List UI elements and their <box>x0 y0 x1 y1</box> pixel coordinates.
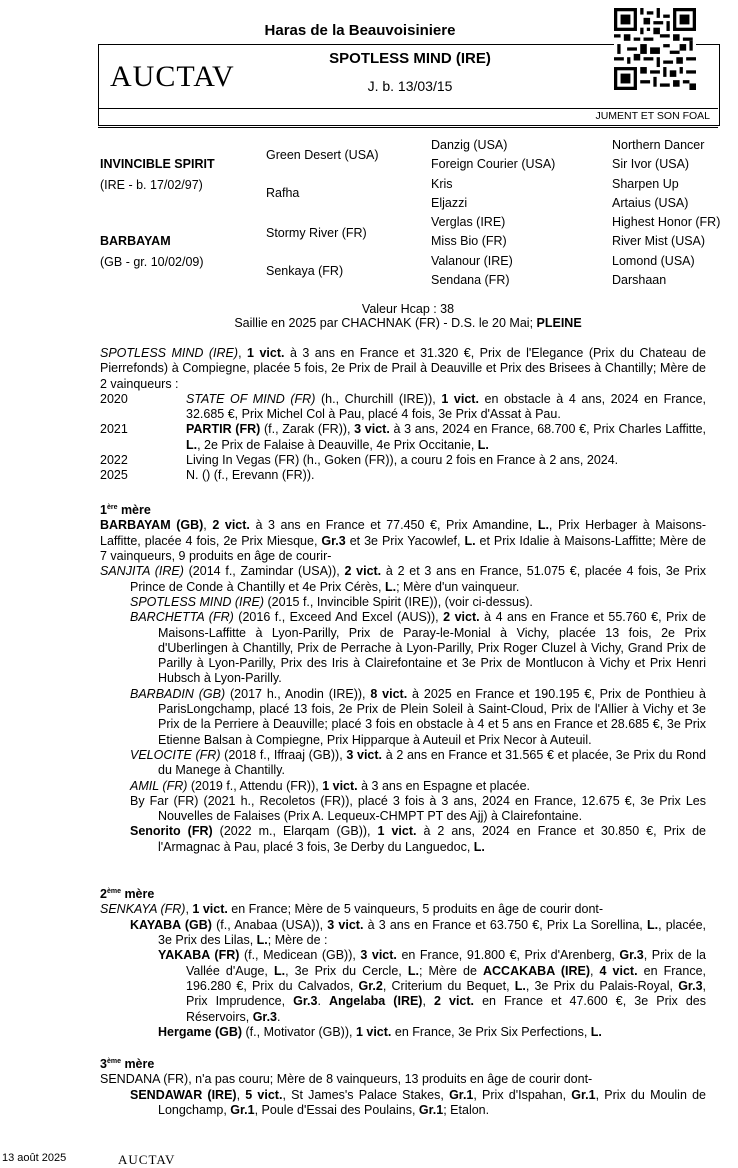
group: Gr.3 <box>619 948 644 963</box>
stud-name: Haras de la Beauvoisiniere <box>264 22 456 39</box>
produce-record <box>100 779 706 794</box>
produce-year: 2025 <box>100 468 128 483</box>
text: (f., Anabaa (USA)), <box>211 917 328 932</box>
text: , St James's Palace Stakes, <box>282 1087 450 1102</box>
text: (2015 f., Invincible Spirit (IRE)), (voir ci-dessus). <box>264 594 533 609</box>
ped-gen3: Foreign Courier (USA) <box>431 157 556 171</box>
text: à 3 ans en France et 77.450 €, Prix Amandine, <box>249 518 538 533</box>
text: à 2 ans, 2024 en France et 30.850 €, Prix de l'Armagnac à Pau, placé 3 fois, 3e Derby du Languedoc, <box>158 824 706 854</box>
text: 3 <box>100 1057 107 1072</box>
victories: 1 vict. <box>441 391 479 406</box>
produce-item <box>100 422 706 453</box>
horse-ref: SPOTLESS MIND (IRE) <box>100 346 239 360</box>
text: ; Mère de : <box>267 933 328 948</box>
listed: L. <box>385 579 397 594</box>
text: mère <box>120 887 155 902</box>
text: (f., Motivator (GB)), <box>242 1024 356 1039</box>
produce-record <box>100 748 706 779</box>
victories: 1 vict. <box>192 902 228 917</box>
text: et Prix Idalie à Maisons-Laffitte; Mère de 7 vainqueurs, 9 produits en âge de courir- <box>100 533 706 564</box>
group: Gr.3 <box>252 1009 278 1024</box>
section-heading <box>100 500 706 518</box>
produce-item <box>100 453 706 468</box>
produce-name: BARCHETTA (FR) <box>130 610 234 625</box>
produce-name: AMIL (FR) <box>130 778 188 793</box>
victories: 4 vict. <box>599 963 638 978</box>
saillie-text: Saillie en 2025 par CHACHNAK (FR) - D.S. le 20 Mai; <box>234 316 537 330</box>
listed: L. <box>256 933 268 948</box>
ped-gen4: Darshaan <box>612 273 667 287</box>
listed: L. <box>590 1024 602 1039</box>
auctav-logo: AUCTAV <box>110 60 235 93</box>
produce-name: Senorito (FR) <box>130 824 213 839</box>
ped-gen3: Verglas (IRE) <box>431 215 506 229</box>
produce-record <box>100 1088 706 1119</box>
text: , <box>236 1087 246 1102</box>
produce-body: Living In Vegas (FR) (h., Goken (FR)), a couru 2 fois en France à 2 ans, 2024. <box>186 453 619 468</box>
listed: L. <box>537 518 549 533</box>
valeur-hcap: Valeur Hcap : 38 <box>361 302 455 316</box>
victories: 2 vict. <box>443 610 480 625</box>
text: et 3e Prix Yacowlef, <box>345 533 465 548</box>
ped-gen3: Valanour (IRE) <box>431 254 513 268</box>
group: Gr.3 <box>321 533 346 548</box>
victories: 2 vict. <box>212 518 250 533</box>
text: , Prix de la Vallée d'Auge, <box>186 948 707 978</box>
victories: 2 vict. <box>344 564 382 579</box>
text: mère <box>117 503 151 518</box>
group: Gr.3 <box>293 994 318 1009</box>
produce-name: YAKABA (FR) <box>158 948 240 963</box>
victories: 8 vict. <box>370 686 408 701</box>
text: ; Mère d'un vainqueur. <box>396 579 520 594</box>
text: , 3e Prix du Cercle, <box>285 963 408 978</box>
text: à 4 ans en France et 55.760 €, Prix de Maisons-Laffitte à Lyon-Parilly, Prix de Paray-le-Monial à Vichy, placée 13 fois, 2e Prix d'Uberlingen à Chantilly, Prix de Perrache à Lyon-Parilly, Prix Roger Cluzel à Vichy, Grand Prix de Parilly à Lyon-Parilly, Prix des Iris à Clairefontaine et 3e Prix de Montlucon à Vichy et Prix Henri Hubsch à Lyon-Parilly. <box>158 610 706 686</box>
text: mère <box>120 1057 155 1072</box>
produce-name: SPOTLESS MIND (IRE) <box>130 594 265 609</box>
text: à 3 ans en France et 63.750 €, Prix La Sorellina, <box>363 917 647 932</box>
dam-record <box>100 518 706 564</box>
text: en France, 91.800 €, Prix d'Arenberg, <box>396 948 620 963</box>
horse-name: SPOTLESS MIND (IRE) <box>329 50 491 67</box>
horse-info: J. b. 13/03/15 <box>367 78 453 94</box>
text: en France, 196.280 €, Prix du Calvados, <box>186 963 706 993</box>
produce-record <box>100 918 706 949</box>
ped-gen4: Highest Honor (FR) <box>612 215 721 229</box>
section-heading <box>100 1054 706 1072</box>
produce-record <box>100 610 706 686</box>
text: (2019 f., Attendu (FR)), <box>187 778 323 793</box>
text: , 2e Prix de Falaise à Deauville, 4e Prix Occitanie, <box>197 437 478 452</box>
ped-gen3: Eljazzi <box>431 196 468 210</box>
text: à 3 ans, 2024 en France, 68.700 €, Prix Charles Laffitte, <box>389 422 706 437</box>
text: (2018 f., Iffraaj (GB)), <box>220 747 347 762</box>
group: Gr.1 <box>418 1103 444 1118</box>
listed: L. <box>646 917 659 932</box>
text: à 2025 en France et 190.195 €, Prix de Ponthieu à ParisLongchamp, placé 13 fois, 2e Prix de Plein Soleil à Saint-Cloud, Prix de l'Allier à Vichy et 3e Prix de la Perriere à Deauville; placé 3 fois en obstacle à 4 et 5 ans en France et 28.685 €, 3e Prix Etienne Balsan à Compiegne, Prix Hipparque à Auteuil et Prix Necor à Auteuil. <box>158 686 706 747</box>
ped-gen3: Danzig (USA) <box>431 138 508 152</box>
victories: 3 vict. <box>327 917 364 932</box>
text: à 2 et 3 ans en France, 51.075 €, placée 4 fois, 3e Prix Prince de Conde à Chantilly et 4e Prix Cérès, <box>130 564 706 594</box>
saillie-status: PLEINE <box>536 316 582 330</box>
text: , Poule d'Essai des Poulains, <box>254 1103 419 1118</box>
group: Gr.1 <box>230 1103 255 1118</box>
section-heading <box>100 884 706 902</box>
listed: L. <box>186 437 198 452</box>
text: ; Etalon. <box>443 1103 490 1118</box>
victories: 1 vict. <box>247 346 285 360</box>
text: (2016 f., Exceed And Excel (AUS)), <box>233 610 444 625</box>
produce-year: 2022 <box>100 453 128 468</box>
victories: 3 vict. <box>360 948 397 963</box>
produce-record: By Far (FR) (2021 h., Recoletos (FR)), placé 3 fois à 3 ans, 2024 en France, 12.675 €, 3e Prix Les Nouvelles de Falaises (Prix A. Lequeux-CHMPT PT des Ajj) à Clairefontaine. <box>130 793 706 824</box>
produce-section <box>100 346 706 484</box>
produce-name: Angelaba (IRE) <box>328 994 423 1009</box>
text: 1 <box>100 503 107 518</box>
produce-item <box>100 392 706 423</box>
victories: 1 vict. <box>355 1024 392 1039</box>
produce-record <box>100 824 706 855</box>
listed: L. <box>273 963 286 978</box>
dam-name: BARBAYAM (GB) <box>100 518 204 533</box>
ped-gen2: Green Desert (USA) <box>266 148 379 162</box>
footer-logo: AUCTAV <box>118 1152 176 1167</box>
text: à 2 ans en France et 31.565 € et placée, 3e Prix du Rond du Manege à Chantilly. <box>158 747 707 778</box>
text: . <box>317 994 329 1009</box>
text: ; Mère de <box>418 963 483 978</box>
text: , Criterium du Bequet, <box>382 978 515 993</box>
dam-record: SENDANA (FR), n'a pas couru; Mère de 8 vainqueurs, 13 produits en âge de courir dont- <box>100 1072 593 1087</box>
dam-name: SENKAYA (FR) <box>100 902 186 917</box>
qr-code-icon <box>614 8 696 90</box>
text: , placée, 3e Prix des Lilas, <box>158 917 707 948</box>
produce-name: STATE OF MIND (FR) <box>186 391 316 406</box>
listed: L. <box>407 963 419 978</box>
ped-gen4: Artaius (USA) <box>612 196 689 210</box>
ped-gen4: Lomond (USA) <box>612 254 695 268</box>
produce-record <box>128 948 706 1024</box>
produce-name: ACCAKABA (IRE) <box>483 963 590 978</box>
produce-body: N. () (f., Erevann (FR)). <box>186 468 315 483</box>
text: ème <box>106 888 121 895</box>
ped-gen3: Miss Bio (FR) <box>431 234 507 248</box>
mere3-section <box>100 1054 706 1118</box>
group: Gr.3 <box>678 978 703 993</box>
listed: L. <box>514 978 526 993</box>
group: Gr.1 <box>449 1087 474 1102</box>
text: (f., Zarak (FR)), <box>260 422 355 437</box>
text: à 3 ans en France et 31.320 €, Prix de l'Elegance (Prix du Chateau de Pierrefonds) à Compiegne, placée 5 fois, 2e Prix de Prail à Deauville et Prix des Brisees à Chantilly; Mère de 2 vainqueurs : <box>100 346 707 391</box>
victories: 3 vict. <box>354 422 390 437</box>
text: (h., Churchill (IRE)), <box>315 391 442 406</box>
ped-gen4: Northern Dancer <box>612 138 705 152</box>
victories: 2 vict. <box>434 994 475 1009</box>
produce-name: SENDAWAR (IRE) <box>130 1087 237 1102</box>
text: . <box>277 1009 281 1024</box>
ped-gen2: Stormy River (FR) <box>266 226 367 240</box>
listed: L. <box>464 533 476 548</box>
text: , <box>203 518 213 533</box>
ped-gen4: Sharpen Up <box>612 177 679 191</box>
mere1-section <box>100 500 706 855</box>
text: (2022 m., Elarqam (GB)), <box>212 824 378 839</box>
ped-gen4: River Mist (USA) <box>612 234 706 248</box>
text: 2 <box>100 887 107 902</box>
text: , <box>422 994 434 1009</box>
text: , Prix Herbager à Maisons-Laffitte, placée 4 fois, 2e Prix Miesque, <box>100 518 707 548</box>
text: , Prix d'Ispahan, <box>473 1087 572 1102</box>
produce-name: PARTIR (FR) <box>186 422 261 437</box>
text: en obstacle à 4 ans, 2024 en France, 32.685 €, Prix Michel Col à Pau, placé 4 fois, 3e Prix d'Assat à Pau. <box>186 391 706 422</box>
produce-year: 2020 <box>100 391 128 406</box>
footer-date: 13 août 2025 <box>2 1152 67 1164</box>
text: , <box>185 902 193 917</box>
text: (f., Medicean (GB)), <box>239 948 361 963</box>
group: Gr.1 <box>571 1087 596 1102</box>
text: (2017 h., Anodin (IRE)), <box>225 686 371 701</box>
text: en France et 47.600 €, 3e Prix des Réservoirs, <box>186 994 706 1024</box>
listed: L. <box>477 437 489 452</box>
ped-gen3: Kris <box>431 177 453 191</box>
saillie-line <box>98 316 718 330</box>
dam-name: BARBAYAM <box>100 234 171 248</box>
victories: 3 vict. <box>346 747 383 762</box>
produce-record <box>100 595 706 610</box>
text: en France; Mère de 5 vainqueurs, 5 produits en âge de courir dont- <box>227 902 604 917</box>
category-label: JUMENT ET SON FOAL <box>595 110 710 122</box>
produce-name: KAYABA (GB) <box>130 917 212 932</box>
text: ère <box>106 504 118 511</box>
produce-year: 2021 <box>100 422 128 437</box>
text: à 3 ans en Espagne et placée. <box>357 778 530 793</box>
text: , Prix Imprudence, <box>186 978 707 1009</box>
victories: 1 vict. <box>377 824 417 839</box>
dam-info: (GB - gr. 10/02/09) <box>100 255 204 269</box>
text: , 3e Prix du Palais-Royal, <box>525 978 679 993</box>
ped-gen2: Senkaya (FR) <box>266 264 344 278</box>
produce-name: SANJITA (IRE) <box>100 564 184 579</box>
victories: 1 vict. <box>322 778 358 793</box>
mere2-section <box>100 884 706 1040</box>
produce-name: Hergame (GB) <box>158 1024 243 1039</box>
dam-record <box>100 902 706 917</box>
produce-record <box>100 564 706 595</box>
sire-name: INVINCIBLE SPIRIT <box>100 157 215 171</box>
victories: 5 vict. <box>245 1087 283 1102</box>
text: , <box>589 963 600 978</box>
group: Gr.2 <box>358 978 383 993</box>
produce-intro <box>100 346 706 392</box>
text: , <box>238 346 248 360</box>
produce-body <box>186 422 706 453</box>
listed: L. <box>473 839 485 854</box>
ped-gen2: Rafha <box>266 186 300 200</box>
produce-body <box>186 392 706 423</box>
text: , Prix du Moulin de Longchamp, <box>158 1087 706 1118</box>
text: (2014 f., Zamindar (USA)), <box>183 564 345 579</box>
produce-record <box>128 1025 706 1040</box>
sire-info: (IRE - b. 17/02/97) <box>100 178 203 192</box>
text: ème <box>106 1058 121 1065</box>
text: en France, 3e Prix Six Perfections, <box>391 1024 591 1039</box>
ped-gen4: Sir Ivor (USA) <box>612 157 690 171</box>
ped-gen3: Sendana (FR) <box>431 273 510 287</box>
produce-item <box>100 468 706 483</box>
produce-name: BARBADIN (GB) <box>130 686 226 701</box>
produce-record <box>100 687 706 748</box>
produce-name: VELOCITE (FR) <box>130 747 221 762</box>
